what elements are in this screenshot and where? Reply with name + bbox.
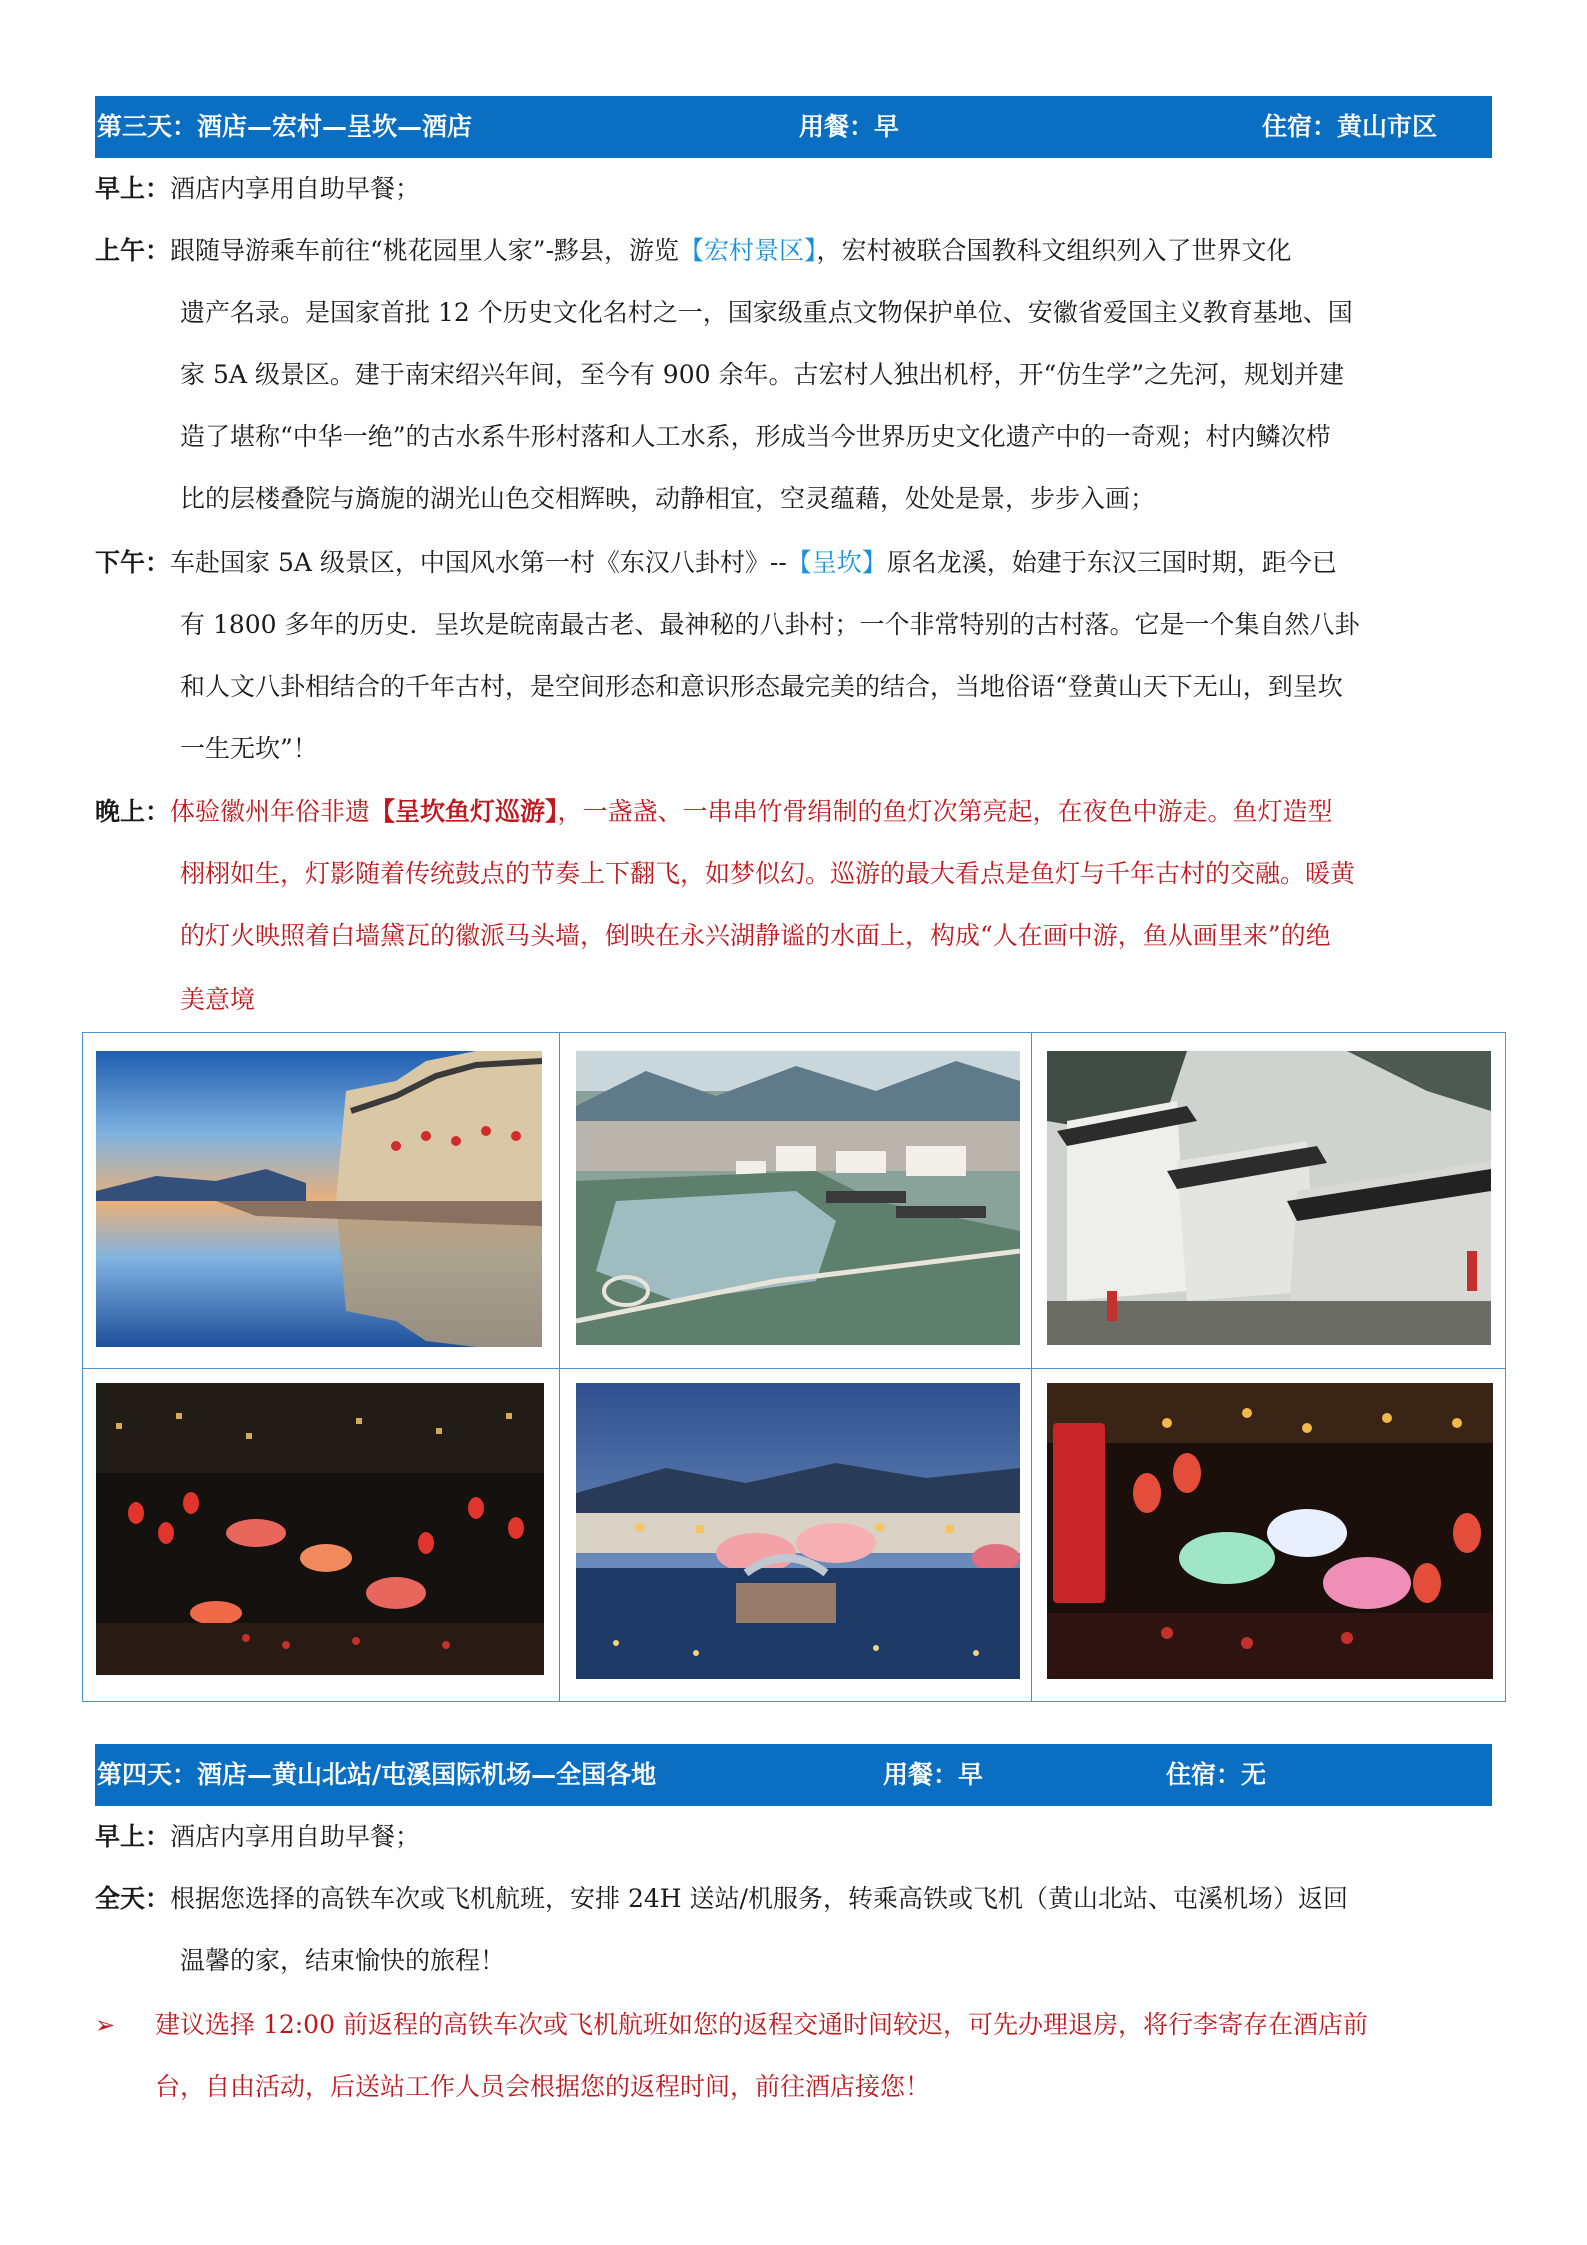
day3-breakfast-line [95, 158, 1495, 220]
day4-meal: 用餐：早 [883, 1760, 984, 1789]
day3-title: 第三天：酒店—宏村—呈坎—酒店 [97, 112, 473, 141]
hongcun-highlight: 【宏村景区】 [679, 236, 817, 265]
day3-evening-line-2: 栩栩如生，灯影随着传统鼓点的节奏上下翻飞，如梦似幻。巡游的最大看点是鱼灯与千年古村的交融。暖黄 [180, 859, 1356, 888]
day3-afternoon-line-3: 和人文八卦相结合的千年古村，是空间形态和意识形态最完美的结合，当地俗语“登黄山天下无山，到呈坎 [180, 672, 1343, 701]
day3-morning-line-2: 遗产名录。是国家首批 12 个历史文化名村之一，国家级重点文物保护单位、安徽省爱国主义教育基地、国 [180, 298, 1353, 327]
chengkan-night-lanterns-photo [576, 1383, 1020, 1679]
day3-meal: 用餐：早 [799, 112, 900, 141]
day3-evening-line-3: 的灯火映照着白墙黛瓦的徽派马头墙，倒映在永兴湖静谧的水面上，构成“人在画中游，鱼从画里来”的绝 [180, 921, 1331, 950]
day3-afternoon-line-2: 有 1800 多年的历史．呈坎是皖南最古老、最神秘的八卦村；一个非常特别的古村落。它是一个集自然八卦 [180, 610, 1360, 639]
day4-header-bar [95, 1744, 1492, 1806]
day3-morning-line-1 [95, 220, 1495, 282]
fish-lantern-parade-photo [96, 1383, 544, 1675]
day3-afternoon-line-4: 一生无坎”！ [180, 734, 318, 763]
day3-morning-line-5: 比的层楼叠院与旖旎的湖光山色交相辉映，动静相宜，空灵蕴藉，处处是景，步步入画； [180, 484, 1156, 513]
huizhou-houses-photo [1047, 1051, 1491, 1345]
chengkan-highlight: 【呈坎】 [786, 548, 887, 577]
breakfast-label: 早上： [95, 1822, 171, 1851]
evening-label: 晚上： [95, 797, 171, 826]
grid-divider [559, 1033, 560, 1701]
day3-header-bar [95, 96, 1492, 158]
day4-allday-line-1 [95, 1868, 1495, 1930]
day3-morning-line-3: 家 5A 级景区。建于南宋绍兴年间，至今有 900 余年。古宏村人独出机杼，开“仿生学”之先河，规划并建 [180, 360, 1345, 389]
day3-morning-line-4: 造了堪称“中华一绝”的古水系牛形村落和人工水系，形成当今世界历史文化遗产中的一奇观；村内鳞次栉 [180, 422, 1331, 451]
evening-text: 体验徽州年俗非遗 [170, 797, 371, 826]
allday-text: 根据您选择的高铁车次或飞机航班，安排 24H 送站/机服务，转乘高铁或飞机（黄山北站、屯溪机场）返回 [170, 1884, 1348, 1913]
arrow-bullet-icon: ➢ [95, 2011, 116, 2039]
day3-afternoon-line-1 [95, 532, 1495, 594]
fish-lanterns-closeup-photo [1047, 1383, 1493, 1679]
morning-label: 上午： [95, 236, 171, 265]
day4-breakfast-line [95, 1806, 1495, 1868]
morning-text: 跟随导游乘车前往“桃花园里人家”-黟县，游览 [170, 236, 680, 265]
fish-lantern-highlight: 【呈坎鱼灯巡游】 [370, 797, 558, 826]
day4-title: 第四天：酒店—黄山北站/屯溪国际机场—全国各地 [97, 1760, 657, 1789]
hongcun-aerial-photo [576, 1051, 1020, 1345]
day3-evening-line-1 [95, 781, 1495, 843]
morning-text: ，宏村被联合国教科文组织列入了世界文化 [816, 236, 1292, 265]
grid-divider [83, 1368, 1505, 1369]
day3-stay: 住宿：黄山市区 [1262, 112, 1438, 141]
day3-evening-line-4: 美意境 [180, 985, 256, 1014]
breakfast-text: 酒店内享用自助早餐； [170, 174, 421, 203]
day4-note-line-2: 台，自由活动，后送站工作人员会根据您的返程时间，前往酒店接您！ [155, 2072, 931, 2101]
hongcun-south-lake-photo [96, 1051, 542, 1347]
day4-allday-line-2: 温馨的家，结束愉快的旅程！ [180, 1946, 506, 1975]
day4-note-line-1: 建议选择 12:00 前返程的高铁车次或飞机航班如您的返程交通时间较迟，可先办理退房，将行李寄存在酒店前 [155, 2010, 1368, 2039]
afternoon-text: 原名龙溪，始建于东汉三国时期，距今已 [886, 548, 1337, 577]
breakfast-label: 早上： [95, 174, 171, 203]
afternoon-label: 下午： [95, 548, 171, 577]
breakfast-text: 酒店内享用自助早餐； [170, 1822, 421, 1851]
allday-label: 全天： [95, 1884, 171, 1913]
grid-divider [1031, 1033, 1032, 1701]
evening-text: ，一盏盏、一串串竹骨绢制的鱼灯次第亮起，在夜色中游走。鱼灯造型 [557, 797, 1333, 826]
afternoon-text: 车赴国家 5A 级景区，中国风水第一村《东汉八卦村》-- [170, 548, 787, 577]
day4-stay: 住宿：无 [1166, 1760, 1267, 1789]
photo-grid [82, 1032, 1506, 1702]
